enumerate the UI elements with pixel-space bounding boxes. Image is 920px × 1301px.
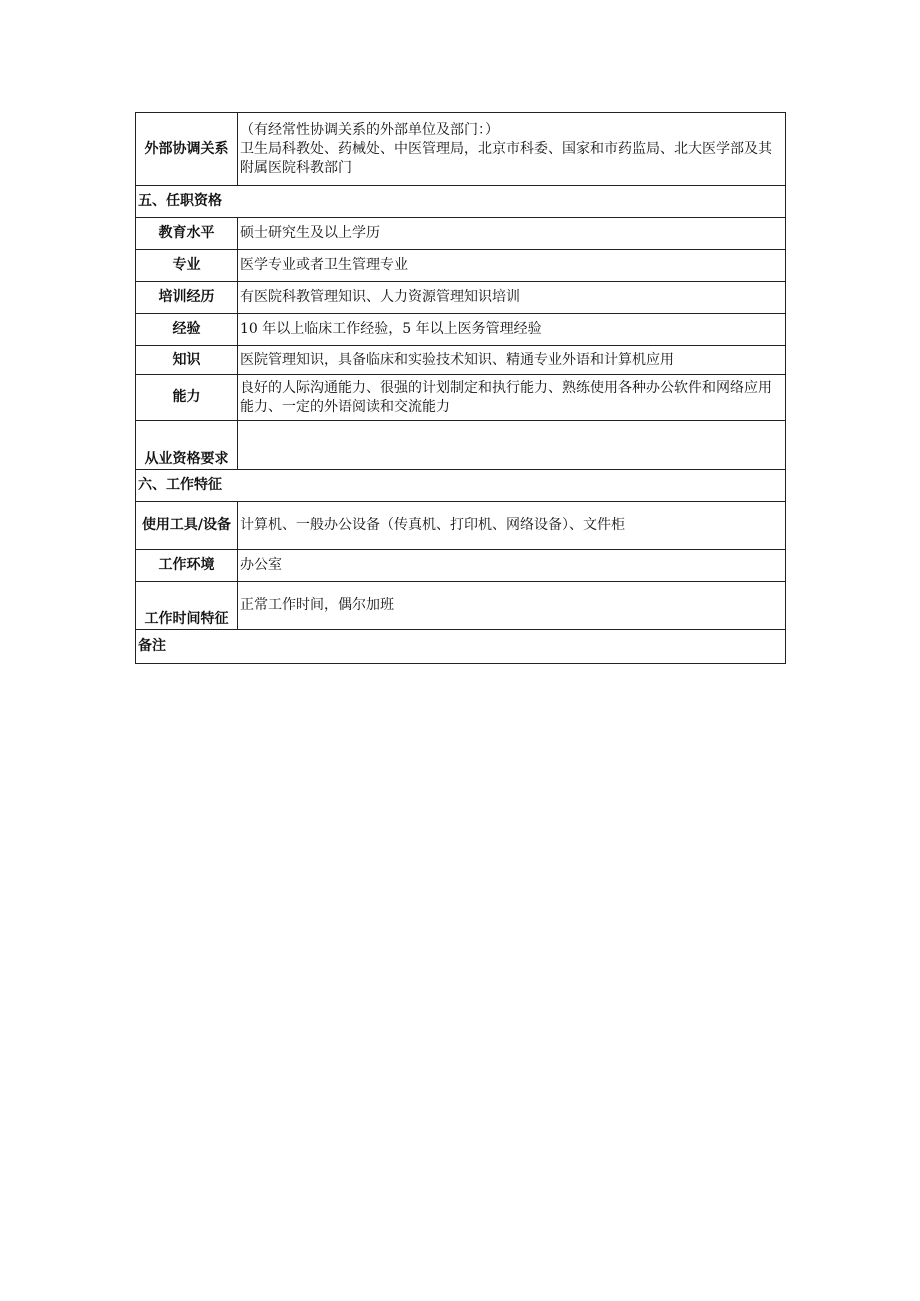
row-worktime (136, 582, 786, 630)
major-value: 医学专业或者卫生管理专业 (238, 250, 786, 282)
section-qualifications (136, 186, 786, 218)
knowledge-value: 医院管理知识，具备临床和实验技术知识、精通专业外语和计算机应用 (238, 346, 786, 375)
training-value: 有医院科教管理知识、人力资源管理知识培训 (238, 282, 786, 314)
job-description-table (135, 112, 786, 664)
tools-value: 计算机、一般办公设备（传真机、打印机、网络设备）、文件柜 (238, 502, 786, 550)
qualification-value (238, 421, 786, 470)
row-external-relations (136, 113, 786, 186)
row-ability (136, 375, 786, 421)
section-work-characteristics-title: 六、工作特征 (136, 470, 786, 502)
major-label: 专业 (136, 250, 238, 282)
experience-label: 经验 (136, 314, 238, 346)
row-knowledge (136, 346, 786, 375)
ability-label: 能力 (136, 375, 238, 421)
row-education (136, 218, 786, 250)
remarks-label: 备注 (136, 630, 786, 664)
worktime-label: 工作时间特征 (136, 582, 238, 630)
education-value: 硕士研究生及以上学历 (238, 218, 786, 250)
environment-label: 工作环境 (136, 550, 238, 582)
external-relations-note: （有经常性协调关系的外部单位及部门：） (240, 121, 499, 138)
experience-value: 10 年以上临床工作经验，5 年以上医务管理经验 (238, 314, 786, 346)
knowledge-label: 知识 (136, 346, 238, 375)
row-remarks (136, 630, 786, 664)
section-work-characteristics (136, 470, 786, 502)
external-relations-units: 卫生局科教处、药械处、中医管理局，北京市科委、国家和市药监局、北大医学部及其附属医院科教部门 (240, 140, 772, 176)
tools-label: 使用工具/设备 (136, 502, 238, 550)
row-tools (136, 502, 786, 550)
row-training (136, 282, 786, 314)
external-relations-label: 外部协调关系 (136, 113, 238, 186)
row-major (136, 250, 786, 282)
education-label: 教育水平 (136, 218, 238, 250)
external-relations-value (238, 113, 786, 186)
qualification-label: 从业资格要求 (136, 421, 238, 470)
row-environment (136, 550, 786, 582)
row-experience (136, 314, 786, 346)
row-qualification (136, 421, 786, 470)
section-qualifications-title: 五、任职资格 (136, 186, 786, 218)
training-label: 培训经历 (136, 282, 238, 314)
ability-value: 良好的人际沟通能力、很强的计划制定和执行能力、熟练使用各种办公软件和网络应用能力、一定的外语阅读和交流能力 (238, 375, 786, 421)
worktime-value: 正常工作时间，偶尔加班 (238, 582, 786, 630)
environment-value: 办公室 (238, 550, 786, 582)
